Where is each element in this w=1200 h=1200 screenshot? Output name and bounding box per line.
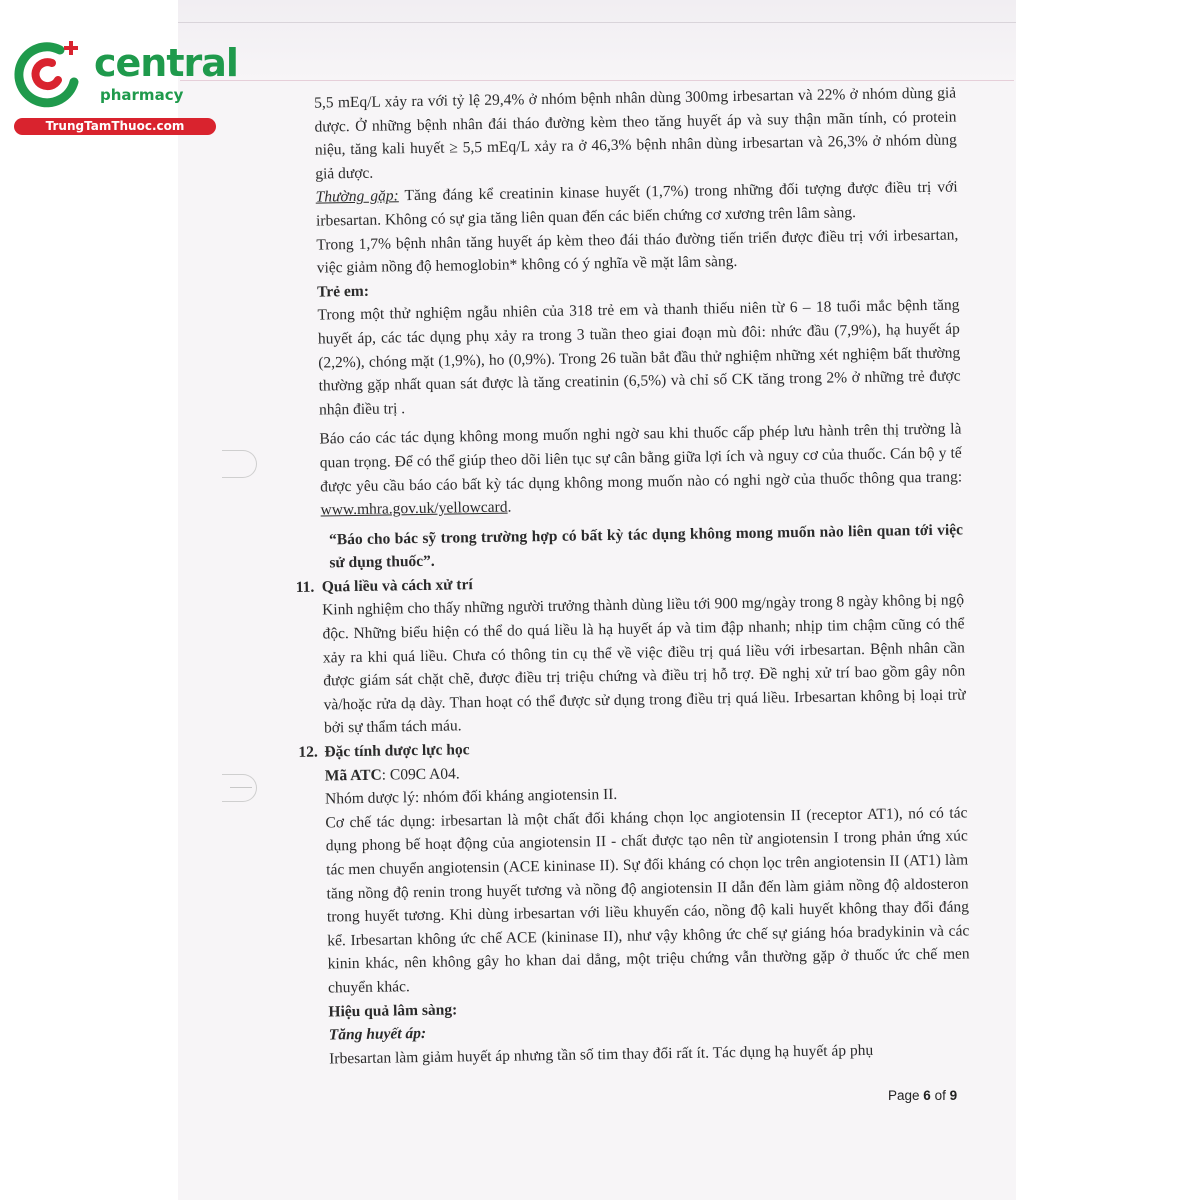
paper-header-band [178, 0, 1016, 80]
pharmacological-group: Nhóm dược lý: nhóm đối kháng angiotensin II. [324, 786, 618, 808]
punch-hole-top [222, 450, 257, 478]
common-text: Tăng đáng kể creatinin kinase huyết (1,7%) trong những đối tượng được điều trị với irbesartan. Không có sự gia tăng liên quan đến các biến chứng cơ xương trên lâm sàng. [315, 178, 958, 230]
page-word: Page [888, 1088, 920, 1103]
paper-top-edge [178, 22, 1016, 23]
logo-name: central [94, 41, 238, 85]
paragraph-overdose: Kinh nghiệm cho thấy những người trưởng thành dùng liều tới 900 mg/ngày trong 8 ngày không bị ngộ độc. Những biểu hiện có thể do quá liều là hạ huyết áp và tim đập nhanh; nhịp tim chậm cũng có thể xảy ra khi quá liều. Chưa có thông tin cụ thể về việc điều trị quá liều với irbesartan. Bệnh nhân cần được giám sát chặt chẽ, được điều trị triệu chứng và điều trị hỗ trợ. Đề nghị xử trí bao gồm gây nôn và/hoặc rửa dạ dày. Than hoạt có thể được sử dụng trong điều trị quá liều. Irbesartan không bị loại trừ bởi sự thẩm tách máu. [322, 591, 966, 737]
page-number [888, 1088, 957, 1103]
paragraph-children: Trong một thử nghiệm ngẫu nhiên của 318 trẻ em và thanh thiếu niên từ 6 – 18 tuổi mắc bệnh tăng huyết áp, các tác dụng phụ xảy ra trong 3 tuần theo giai đoạn mù đôi: nhức đầu (7,9%), hạ huyết áp (2,2%), chóng mặt (1,9%), ho (0,9%). Trong 26 tuần bắt đầu thử nghiệm những xét nghiệm bất thường thường gặp nhất quan sát được là tăng creatinin (6,5%) và chỉ số CK tăng trong 2% ở những trẻ được nhận điều trị . [317, 296, 961, 419]
paragraph-hemoglobin: Trong 1,7% bệnh nhân tăng huyết áp kèm theo đái tháo đường tiến triển được điều trị với irbesartan, việc giảm nồng độ hemoglobin* không có ý nghĩa về mặt lâm sàng. [316, 226, 959, 277]
of-word: of [934, 1088, 946, 1103]
central-pharmacy-logo[interactable] [8, 34, 238, 134]
paper-header-line [180, 80, 1014, 81]
pharmacy-cross-logo-icon [14, 38, 84, 108]
section-12-title: Đặc tính dược lực học [324, 741, 470, 761]
atc-label: Mã ATC [324, 766, 382, 785]
page-current: 6 [923, 1088, 931, 1103]
logo-url-badge: TrungTamThuoc.com [14, 118, 216, 135]
reporting-end: . [507, 498, 512, 516]
section-11-number: 11. [295, 578, 315, 596]
section-12-number: 12. [298, 743, 318, 761]
common-label: Thường gặp: [315, 187, 399, 206]
paragraph-mechanism: Cơ chế tác dụng: irbesartan là một chất đối kháng chọn lọc angiotensin II (receptor AT1), nó có tác dụng phong bế hoạt động của angiotensin II - chất được tạo nên từ angiotensin I trong phản ứng xúc tác men chuyển angiotensin (ACE kininase II). Sự đối kháng có chọn lọc trên angiotensin II (AT1) làm tăng nồng độ renin trong huyết tương và nồng độ angiotensin II dẫn đến làm giảm nồng độ aldosteron trong huyết tương. Khi dùng irbesartan với liều khuyến cáo, nồng độ kali huyết không thay đổi đáng kể. Irbesartan không ức chế ACE (kininase II), như vậy không ức chế sự giáng hóa bradykinin và các kinin khác, nên không gây ho khan dai dẳng, một triệu chứng vẫn thường gặp ở thuốc ức chế men chuyển khác. [325, 804, 970, 997]
reporting-text: Báo cáo các tác dụng không mong muốn nghi ngờ sau khi thuốc cấp phép lưu hành trên thị trường là quan trọng. Để có thể giúp theo dõi liên tục sự cân bằng giữa lợi ích và nguy cơ của thuốc. Cán bộ y tế được yêu cầu báo cáo bất kỳ tác dụng không mong muốn nào có nghi ngờ của thuốc thông qua trang: [319, 420, 963, 496]
paragraph-hyperkalemia: 5,5 mEq/L xảy ra với tỷ lệ 29,4% ở nhóm bệnh nhân dùng 300mg irbesartan và 22% ở nhóm dùng giả dược. Ở những bệnh nhân đái tháo đường kèm theo tăng huyết áp và suy thận mãn tính, có protein niệu, tăng kali huyết ≥ 5,5 mEq/L xảy ra ở 46,3% bệnh nhân dùng irbesartan và 26,3% ở nhóm dùng giả dược. [314, 84, 957, 183]
logo-subtitle: pharmacy [100, 86, 184, 104]
heading-hypertension: Tăng huyết áp: [328, 1025, 427, 1044]
paragraph-hypertension: Irbesartan làm giảm huyết áp nhưng tần số tim thay đổi rất ít. Tác dụng hạ huyết áp phụ [329, 1041, 874, 1068]
doctor-notice-quote: “Báo cho bác sỹ trong trường hợp có bất kỳ tác dụng không mong muốn nào liên quan tới việc sử dụng thuốc”. [328, 521, 964, 572]
yellowcard-link[interactable]: www.mhra.gov.uk/yellowcard [320, 498, 508, 519]
document-body [288, 82, 971, 1072]
heading-children: Trẻ em: [317, 282, 370, 301]
heading-clinical-efficacy: Hiệu quả lâm sàng: [328, 1001, 458, 1021]
punch-hole-bottom [222, 774, 257, 802]
paragraph-reporting [293, 418, 962, 523]
atc-value: : C09C A04. [381, 765, 460, 784]
page-total: 9 [949, 1088, 958, 1103]
section-11-title: Quá liều và cách xử trí [321, 576, 473, 596]
